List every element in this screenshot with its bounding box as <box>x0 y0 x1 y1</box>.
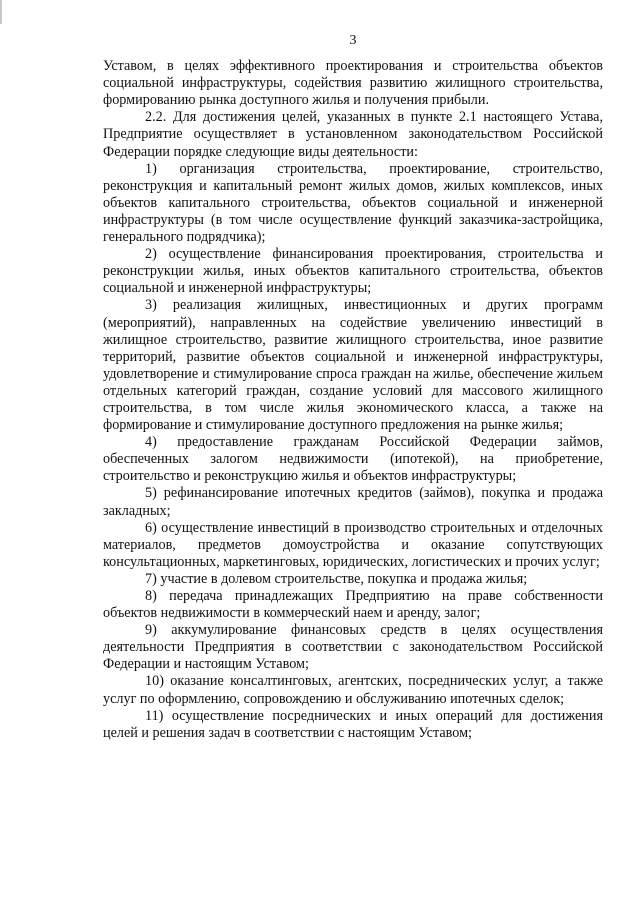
list-item-8: 8) передача принадлежащих Предприятию на праве собственности объектов недвижимости в коммерческий наем и аренду, залог; <box>103 588 603 622</box>
list-item-4: 4) предоставление гражданам Российской Федерации займов, обеспеченных залогом недвижимости (ипотекой), на приобретение, строительство и реконструкцию жилья и объектов инфраструктуры; <box>103 434 603 485</box>
list-item-10: 10) оказание консалтинговых, агентских, посреднических услуг, а также услуг по оформлению, сопровождению и обслуживанию ипотечных сделок; <box>103 673 603 707</box>
list-item-1: 1) организация строительства, проектирование, строительство, реконструкция и капитальный ремонт жилых домов, жилых комплексов, иных объектов капитального строительства, объектов социальной и инженерной инфраструктуры (в том числе осуществление функций заказчика-застройщика, генерального подрядчика); <box>103 160 603 246</box>
page-number: 3 <box>349 33 357 48</box>
list-item-5: 5) рефинансирование ипотечных кредитов (займов), покупка и продажа закладных; <box>103 485 603 519</box>
scan-edge-mark <box>0 0 2 24</box>
list-item-3: 3) реализация жилищных, инвестиционных и других программ (мероприятий), направленных на содействие увеличению инвестиций в жилищное строительство, развитие жилищного строительства, иное развитие территорий, развитие объектов социальной и инженерной инфраструктуры, удовлетворение и стимулирование спроса граждан на жилье, обеспечение жильем отдельных категорий граждан, создание условий для массового жилищного строительства, в том числе жилья экономического класса, а также на формирование и стимулирование доступного предложения на рынке жилья; <box>103 297 603 434</box>
list-item-11: 11) осуществление посреднических и иных операций для достижения целей и решения задач в соответствии с настоящим Уставом; <box>103 707 603 741</box>
paragraph-2-2: 2.2. Для достижения целей, указанных в пункте 2.1 настоящего Устава, Предприятие осуществляет в установленном законодательством Российской Федерации порядке следующие виды деятельности: <box>103 109 603 160</box>
list-item-6: 6) осуществление инвестиций в производство строительных и отделочных материалов, предметов домоустройства и оказание сопутствующих консультационных, маркетинговых, юридических, логистических и прочих услуг; <box>103 519 603 570</box>
list-item-9: 9) аккумулирование финансовых средств в целях осуществления деятельности Предприятия в соответствии с законодательством Российской Федерации и настоящим Уставом; <box>103 622 603 673</box>
list-item-7: 7) участие в долевом строительстве, покупка и продажа жилья; <box>145 570 528 587</box>
list-item-2: 2) осуществление финансирования проектирования, строительства и реконструкции жилья, иных объектов капитального строительства, объектов социальной и инженерной инфраструктуры; <box>103 246 603 297</box>
document-page <box>103 32 603 742</box>
paragraph-intro-continuation: Уставом, в целях эффективного проектирования и строительства объектов социальной инфраструктуры, содействия развитию жилищного строительства, формированию рынка доступного жилья и получения прибыли. <box>103 58 603 109</box>
